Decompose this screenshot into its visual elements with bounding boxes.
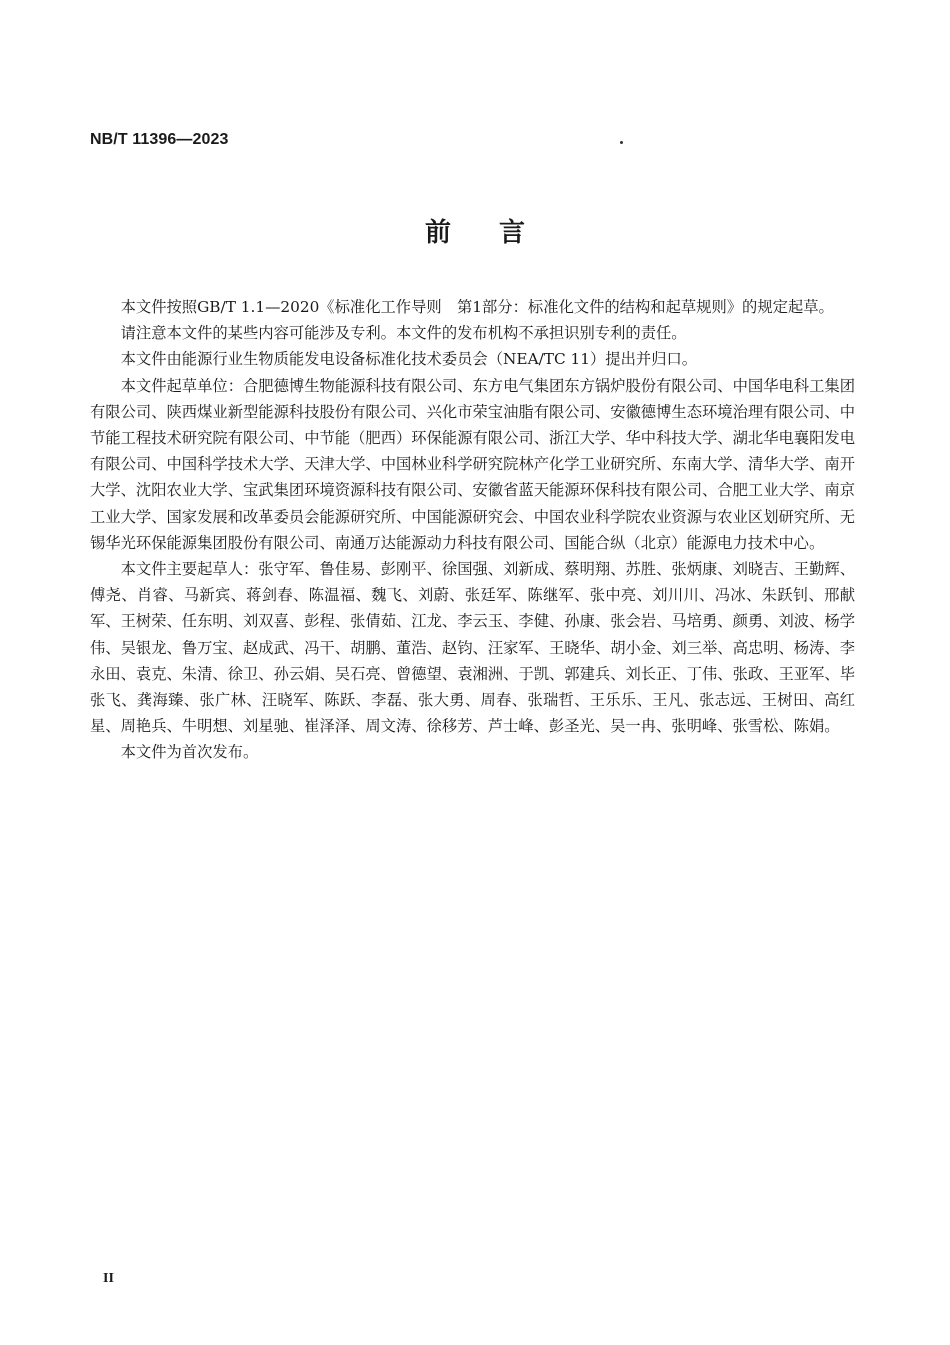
scan-speck xyxy=(620,141,623,144)
paragraph-patent-notice: 请注意本文件的某些内容可能涉及专利。本文件的发布机构不承担识别专利的责任。 xyxy=(120,324,687,343)
paragraph-proposer: 本文件由能源行业生物质能发电设备标准化技术委员会（NEA/TC 11）提出并归口。 xyxy=(120,350,698,369)
paragraph-first-release: 本文件为首次发布。 xyxy=(120,743,259,762)
paragraph-drafters: 本文件主要起草人：张守军、鲁佳易、彭刚平、徐国强、刘新成、蔡明翔、苏胜、张炳康、刘晓吉、王勤辉、傅尧、肖睿、马新宾、蒋剑春、陈温福、魏飞、刘蔚、张廷军、陈继军、张中亮、刘川川、冯冰、朱跃钊、邢献军、王树荣、任东明、刘双喜、彭程、张倩茹、江龙、李云玉、李健、孙康、张会岩、马培勇、颜勇、刘波、杨学伟、吴银龙、鲁万宝、赵成武、冯干、胡鹏、董浩、赵钧、汪家军、王晓华、胡小金、刘三举、高忠明、杨涛、李永田、袁克、朱清、徐卫、孙云娟、吴石亮、曾德望、袁湘洲、于凯、郭建兵、刘长正、丁伟、张政、王亚军、毕张飞、龚海臻、张广林、汪晓军、陈跃、李磊、张大勇、周春、张瑞哲、王乐乐、王凡、张志远、王树田、高红星、周艳兵、牛明想、刘星驰、崔泽泽、周文涛、徐移芳、芦士峰、彭圣光、吴一冉、张明峰、张雪松、陈娟。 xyxy=(90,560,855,736)
foreword-body xyxy=(90,294,855,766)
paragraph-drafting-units: 本文件起草单位：合肥德博生物能源科技有限公司、东方电气集团东方锅炉股份有限公司、中国华电科工集团有限公司、陕西煤业新型能源科技股份有限公司、兴化市荣宝油脂有限公司、安徽德博生态环境治理有限公司、中节能工程技术研究院有限公司、中节能（肥西）环保能源有限公司、浙江大学、华中科技大学、湖北华电襄阳发电有限公司、中国科学技术大学、天津大学、中国林业科学研究院林产化学工业研究所、东南大学、清华大学、南开大学、沈阳农业大学、宝武集团环境资源科技有限公司、安徽省蓝天能源环保科技有限公司、合肥工业大学、南京工业大学、国家发展和改革委员会能源研究所、中国能源研究会、中国农业科学院农业资源与农业区划研究所、无锡华光环保能源集团股份有限公司、南通万达能源动力科技有限公司、国能合纵（北京）能源电力技术中心。 xyxy=(90,376,855,552)
page-title: 前言 xyxy=(424,218,573,248)
paragraph-drafting-rules: 本文件按照GB/T 1.1—2020《标准化工作导则 第1部分：标准化文件的结构和起草规则》的规定起草。 xyxy=(120,298,834,316)
standard-code: NB/T 11396—2023 xyxy=(90,131,229,148)
page-number: II xyxy=(103,1271,114,1286)
